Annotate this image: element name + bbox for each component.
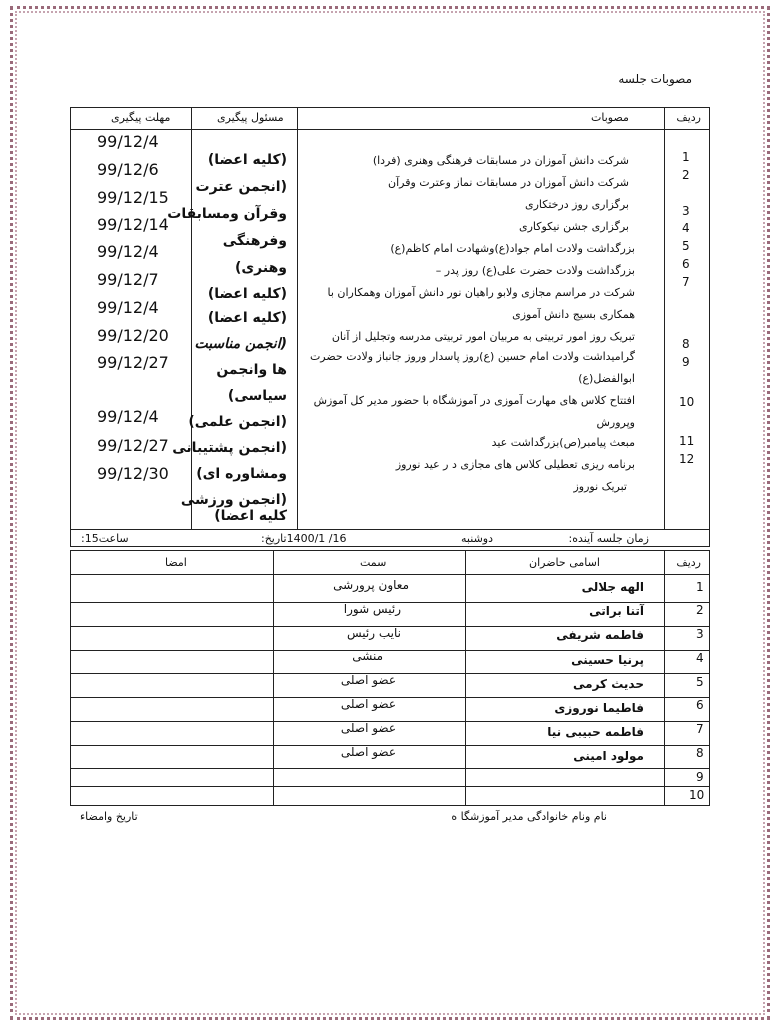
- row-divider: [71, 650, 709, 651]
- row-number: 6: [682, 257, 690, 271]
- column-divider: [465, 551, 466, 805]
- responsible-line: ومشاوره ای): [196, 466, 287, 482]
- date-signature-label: تاریخ وامضاء: [80, 810, 138, 823]
- row-number: 10: [689, 788, 705, 802]
- approval-line: شرکت دانش آموزان در مسابقات فرهنگی وهنری (فردا): [372, 154, 629, 167]
- responsible-line: (انجمن ورزشی: [180, 492, 287, 508]
- deadline: 99/12/15: [97, 188, 169, 207]
- responsible-line: (کلیه اعضا): [207, 152, 287, 168]
- header-divider: [71, 129, 709, 130]
- responsible-line: (انجمن عترت: [195, 179, 287, 195]
- row-number: 5: [696, 675, 704, 689]
- attendee-name: الهه جلالی: [581, 580, 644, 594]
- row-number: 3: [696, 627, 704, 641]
- approval-line: بزرگداشت ولادت حضرت علی(ع) روز پدر –: [435, 264, 635, 277]
- approval-line: گرامیداشت ولادت امام حسین (ع)روز پاسدار وروز جانباز ولادت حضرت: [309, 350, 635, 363]
- header-approvals: مصوبات: [591, 111, 629, 124]
- approval-line: بزرگداشت ولادت امام جواد(ع)وشهادت امام کاظم(ع): [390, 242, 635, 255]
- responsible-line: وهنری): [234, 260, 287, 276]
- approval-line: برنامه ریزی تعطیلی کلاس های مجازی د ر عید نوروز: [395, 458, 635, 471]
- principal-name-label: نام ونام خانوادگی مدیر آموزشگا ه: [451, 810, 607, 823]
- responsible-line: سیاسی): [227, 388, 287, 404]
- attendee-name: آتنا براتی: [589, 604, 644, 618]
- row-divider: [71, 768, 709, 769]
- deadline: 99/12/6: [97, 160, 159, 179]
- row-number: 1: [696, 580, 704, 594]
- deadline: 99/12/30: [97, 464, 169, 483]
- approval-line: برگزاری روز درختکاری: [524, 198, 629, 211]
- attendees-table: [70, 550, 710, 806]
- responsible-line: (انجمن پشتیبانی: [172, 440, 287, 456]
- row-number: 11: [679, 434, 695, 448]
- header-row: ردیف: [676, 556, 701, 569]
- attendee-position: نایب رئیس: [347, 626, 401, 640]
- approval-line: شرکت در مراسم مجازی ولابو راهیان نور دانش آموزان وهمکاران با: [327, 286, 635, 299]
- attendee-position: عضو اصلی: [340, 745, 396, 759]
- row-number: 6: [696, 698, 704, 712]
- row-number: 8: [696, 746, 704, 760]
- deadline: 99/12/7: [97, 270, 159, 289]
- deadline: 99/12/27: [97, 436, 169, 455]
- responsible-line: (انجمن مناسبت: [194, 336, 287, 352]
- attendee-name: فاطمه شریفی: [556, 628, 644, 642]
- header-position: سمت: [360, 556, 387, 569]
- row-number: 10: [679, 395, 695, 409]
- attendee-position: رئیس شورا: [343, 602, 401, 616]
- deadline: 99/12/4: [97, 242, 159, 261]
- next-meeting-date: 16/ 1400/1تاریخ:: [261, 532, 347, 545]
- header-deadline: مهلت پیگیری: [111, 111, 171, 124]
- approvals-table: [70, 107, 710, 547]
- responsible-line: کلیه اعضا): [214, 508, 287, 524]
- column-divider: [664, 551, 665, 805]
- approval-line: تبریک نوروز: [573, 480, 627, 493]
- approval-line: وپرورش: [596, 416, 635, 429]
- page-title: مصوبات جلسه: [618, 72, 692, 86]
- approval-line: برگزاری جشن نیکوکاری: [518, 220, 629, 233]
- row-divider: [71, 574, 709, 575]
- column-divider: [297, 108, 298, 529]
- meeting-row-divider: [71, 529, 709, 530]
- attendee-name: حدیث کرمی: [573, 677, 644, 691]
- attendee-name: فاطمه حبیبی نیا: [547, 725, 644, 739]
- row-number: 2: [696, 603, 704, 617]
- attendee-position: معاون پرورشی: [333, 578, 409, 592]
- attendee-position: عضو اصلی: [340, 721, 396, 735]
- responsible-line: (انجمن علمی): [188, 414, 287, 430]
- row-divider: [71, 786, 709, 787]
- attendee-name: پرنیا حسینی: [571, 653, 644, 667]
- approval-line: تبریک روز امور تربیتی به مربیان امور تربیتی مدرسه وتجلیل از آنان: [331, 330, 635, 343]
- column-divider: [664, 108, 665, 529]
- attendee-position: منشی: [352, 649, 383, 663]
- column-divider: [273, 551, 274, 805]
- deadline: 99/12/4: [97, 132, 159, 151]
- row-number: 4: [682, 221, 690, 235]
- deadline: 99/12/27: [97, 353, 169, 372]
- row-number: 3: [682, 204, 690, 218]
- deadline: 99/12/14: [97, 215, 169, 234]
- responsible-line: ها وانجمن: [216, 362, 287, 378]
- row-number: 4: [696, 651, 704, 665]
- row-number: 1: [682, 150, 690, 164]
- approval-line: همکاری بسیج دانش آموزی: [512, 308, 635, 321]
- row-number: 5: [682, 239, 690, 253]
- attendee-position: عضو اصلی: [340, 697, 396, 711]
- next-meeting-label: زمان جلسه آینده:: [568, 532, 649, 545]
- header-responsible: مسئول پیگیری: [217, 111, 284, 124]
- deadline: 99/12/4: [97, 298, 159, 317]
- responsible-line: وقرآن ومسابقات: [167, 206, 287, 222]
- approval-line: ابوالفضل(ع): [578, 372, 635, 385]
- next-meeting-day: دوشنبه: [461, 532, 493, 545]
- approval-line: مبعث پیامبر(ص)بزرگداشت عید: [491, 436, 635, 449]
- responsible-line: (کلیه اعضا): [207, 310, 287, 326]
- deadline: 99/12/20: [97, 326, 169, 345]
- row-number: 8: [682, 337, 690, 351]
- attendee-name: فاطیما نوروزی: [554, 701, 644, 715]
- row-number: 12: [679, 452, 695, 466]
- row-number: 7: [696, 722, 704, 736]
- row-number: 9: [682, 355, 690, 369]
- header-signature: امضا: [165, 556, 187, 569]
- row-number: 2: [682, 168, 690, 182]
- column-divider: [191, 108, 192, 529]
- next-meeting-time: ساعت15:: [81, 532, 129, 545]
- attendee-position: عضو اصلی: [340, 673, 396, 687]
- approval-line: شرکت دانش آموزان در مسابقات نماز وعترت وقرآن: [388, 176, 629, 189]
- row-number: 7: [682, 275, 690, 289]
- responsible-line: وفرهنگی: [222, 233, 287, 249]
- header-row: ردیف: [676, 111, 701, 124]
- row-number: 9: [696, 770, 704, 784]
- responsible-line: (کلیه اعضا): [207, 286, 287, 302]
- attendee-name: مولود امینی: [573, 749, 644, 763]
- approval-line: افتتاح کلاس های مهارت آموزی در آموزشگاه با حضور مدیر کل آموزش: [313, 394, 635, 407]
- deadline: 99/12/4: [97, 407, 159, 426]
- header-attendees: اسامی حاضران: [529, 556, 600, 569]
